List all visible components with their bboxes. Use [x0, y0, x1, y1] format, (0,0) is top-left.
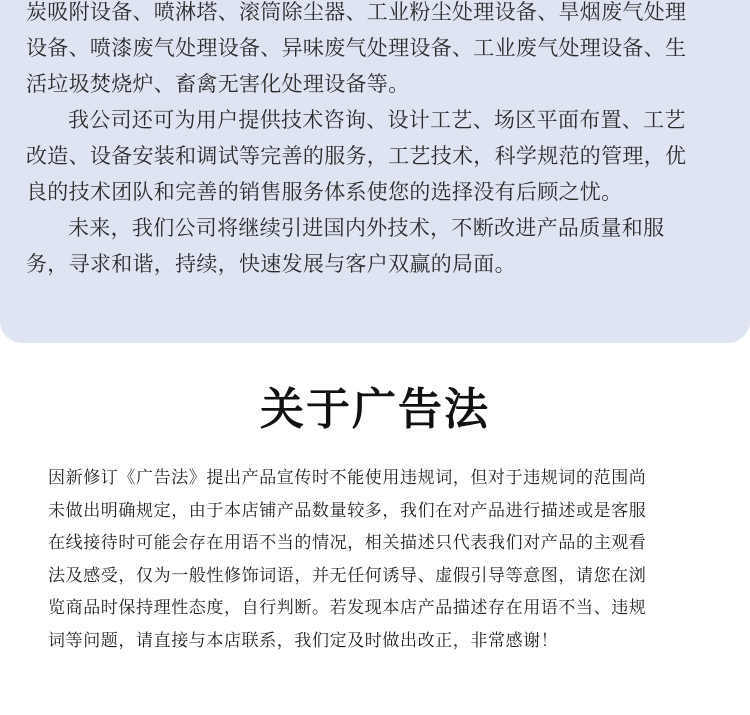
company-intro-paragraph-1 [26, 0, 724, 102]
text-line: 良的技术团队和完善的销售服务体系使您的选择没有后顾之忧。 [26, 180, 623, 204]
company-intro-card [0, 0, 750, 343]
company-intro-paragraph-3 [26, 210, 724, 282]
text-line: 炭吸附设备、喷淋塔、滚筒除尘器、工业粉尘处理设备、旱烟废气处理 [26, 0, 687, 24]
text-line: 因新修订《广告法》提出产品宣传时不能使用违规词，但对于违规词的范围尚 [48, 468, 647, 488]
text-line: 法及感受，仅为一般性修饰词语，并无任何诱导、虚假引导等意图，请您在浏 [48, 565, 647, 586]
text-line: 未来，我们公司将继续引进国内外技术，不断改进产品质量和服 [68, 216, 665, 240]
text-line: 在线接待时可能会存在用语不当的情况，相关描述只代表我们对产品的主观看 [48, 533, 647, 554]
company-intro-paragraph-2 [26, 102, 724, 210]
text-line: 改造、设备安装和调试等完善的服务，工艺技术，科学规范的管理，优 [26, 144, 687, 168]
text-line: 务，寻求和谐，持续，快速发展与客户双赢的局面。 [26, 252, 516, 276]
text-line: 设备、喷漆废气处理设备、异味废气处理设备、工业废气处理设备、生 [26, 36, 687, 60]
text-line: 活垃圾焚烧炉、畜禽无害化处理设备等。 [26, 72, 410, 96]
text-line: 览商品时保持理性态度，自行判断。若发现本店产品描述存在用语不当、违规 [48, 598, 647, 619]
ad-law-title: 关于广告法 [260, 384, 490, 435]
text-line: 未做出明确规定，由于本店铺产品数量较多，我们在对产品进行描述或是客服 [48, 500, 647, 521]
text-line: 词等问题，请直接与本店联系，我们定及时做出改正，非常感谢！ [48, 630, 559, 651]
ad-law-notice [48, 462, 712, 658]
text-line: 我公司还可为用户提供技术咨询、设计工艺、场区平面布置、工艺 [68, 108, 686, 132]
